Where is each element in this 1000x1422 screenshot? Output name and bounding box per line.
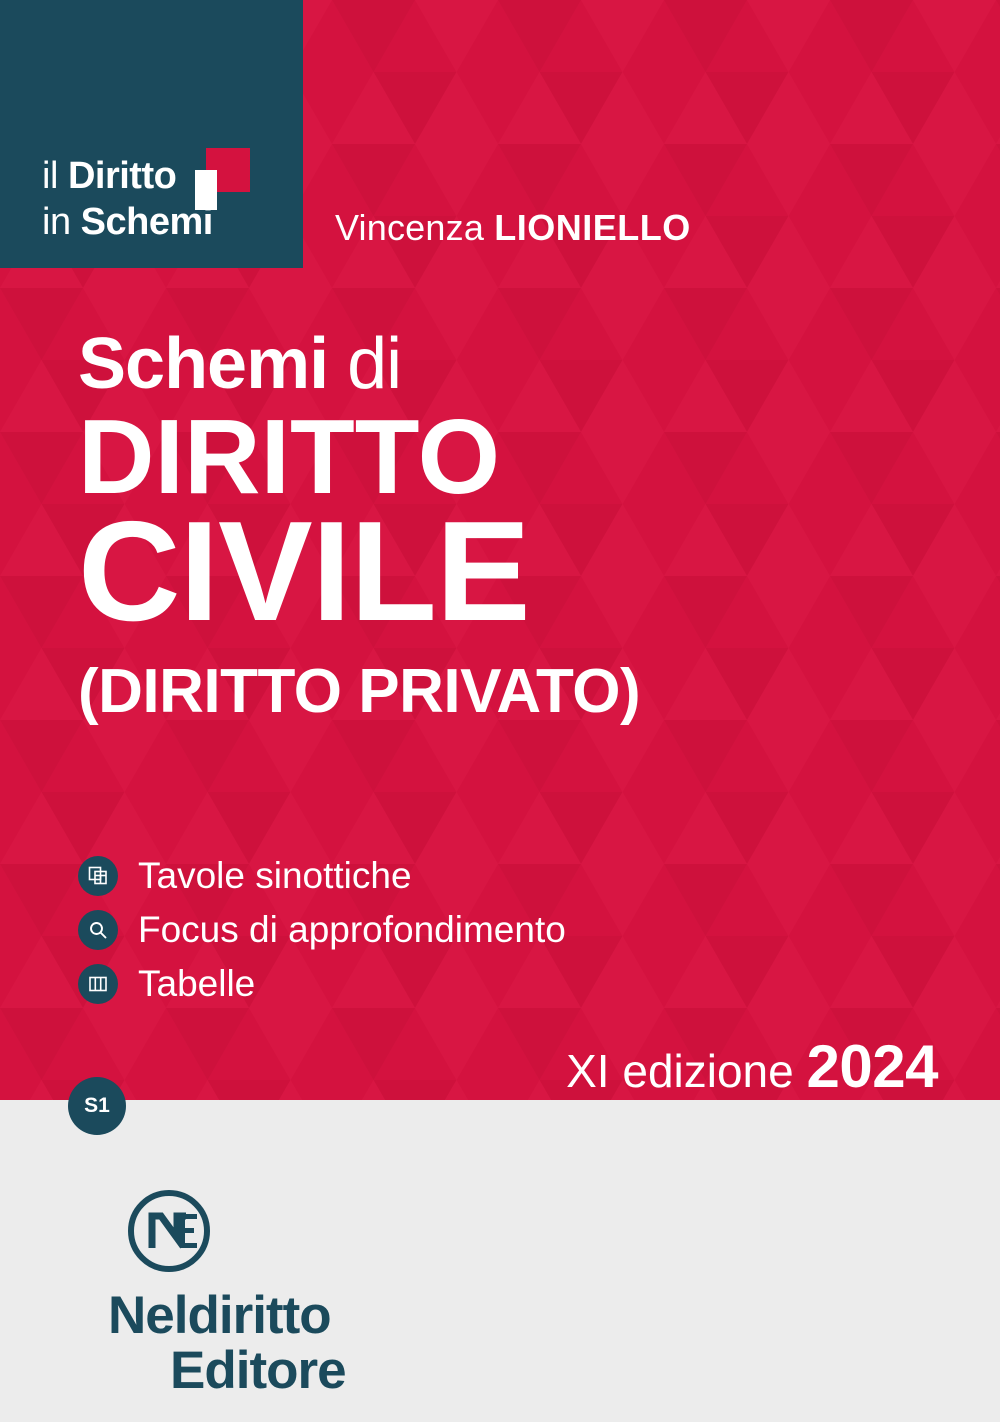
feature-item [78, 850, 566, 902]
title-line-3: CIVILE [78, 492, 530, 651]
feature-label: Tavole sinottiche [138, 855, 412, 896]
publisher-subtitle: Editore [170, 1341, 346, 1400]
publisher-name: Neldiritto [108, 1286, 331, 1345]
title-line-1 [78, 325, 640, 403]
edition-number: XI edizione [566, 1045, 807, 1097]
edition-year: 2024 [806, 1033, 938, 1100]
feature-list [78, 850, 566, 1012]
edition-line [566, 1032, 938, 1101]
brand-line-2-light: in [42, 201, 81, 243]
publisher-logo [108, 1190, 438, 1401]
title-line-1-bold: Schemi [78, 324, 329, 404]
feature-item [78, 958, 566, 1010]
series-code-badge: S1 [68, 1077, 126, 1135]
brand-line-1 [42, 155, 176, 197]
title-line-1-thin: di [328, 324, 402, 404]
feature-label: Tabelle [138, 963, 256, 1004]
magnifier-icon [78, 910, 118, 950]
copy-pages-icon [78, 856, 118, 896]
author-first-name: Vincenza [335, 207, 495, 248]
title-line-2: DIRITTO [78, 398, 501, 516]
author-name [335, 207, 691, 249]
feature-item [78, 904, 566, 956]
author-surname: LIONIELLO [494, 207, 691, 248]
brand-line-1-bold: Diritto [67, 155, 177, 197]
brand-line-1-light: il [42, 155, 68, 197]
feature-label: Focus di approfondimento [138, 909, 566, 950]
book-title [78, 325, 640, 727]
series-brand-badge [0, 0, 303, 268]
publisher-monogram-icon [128, 1190, 210, 1272]
table-icon [78, 964, 118, 1004]
brand-line-2 [42, 201, 213, 243]
brand-line-2-bold: Schemi [80, 201, 213, 243]
title-subtitle: (DIRITTO PRIVATO) [78, 657, 641, 726]
